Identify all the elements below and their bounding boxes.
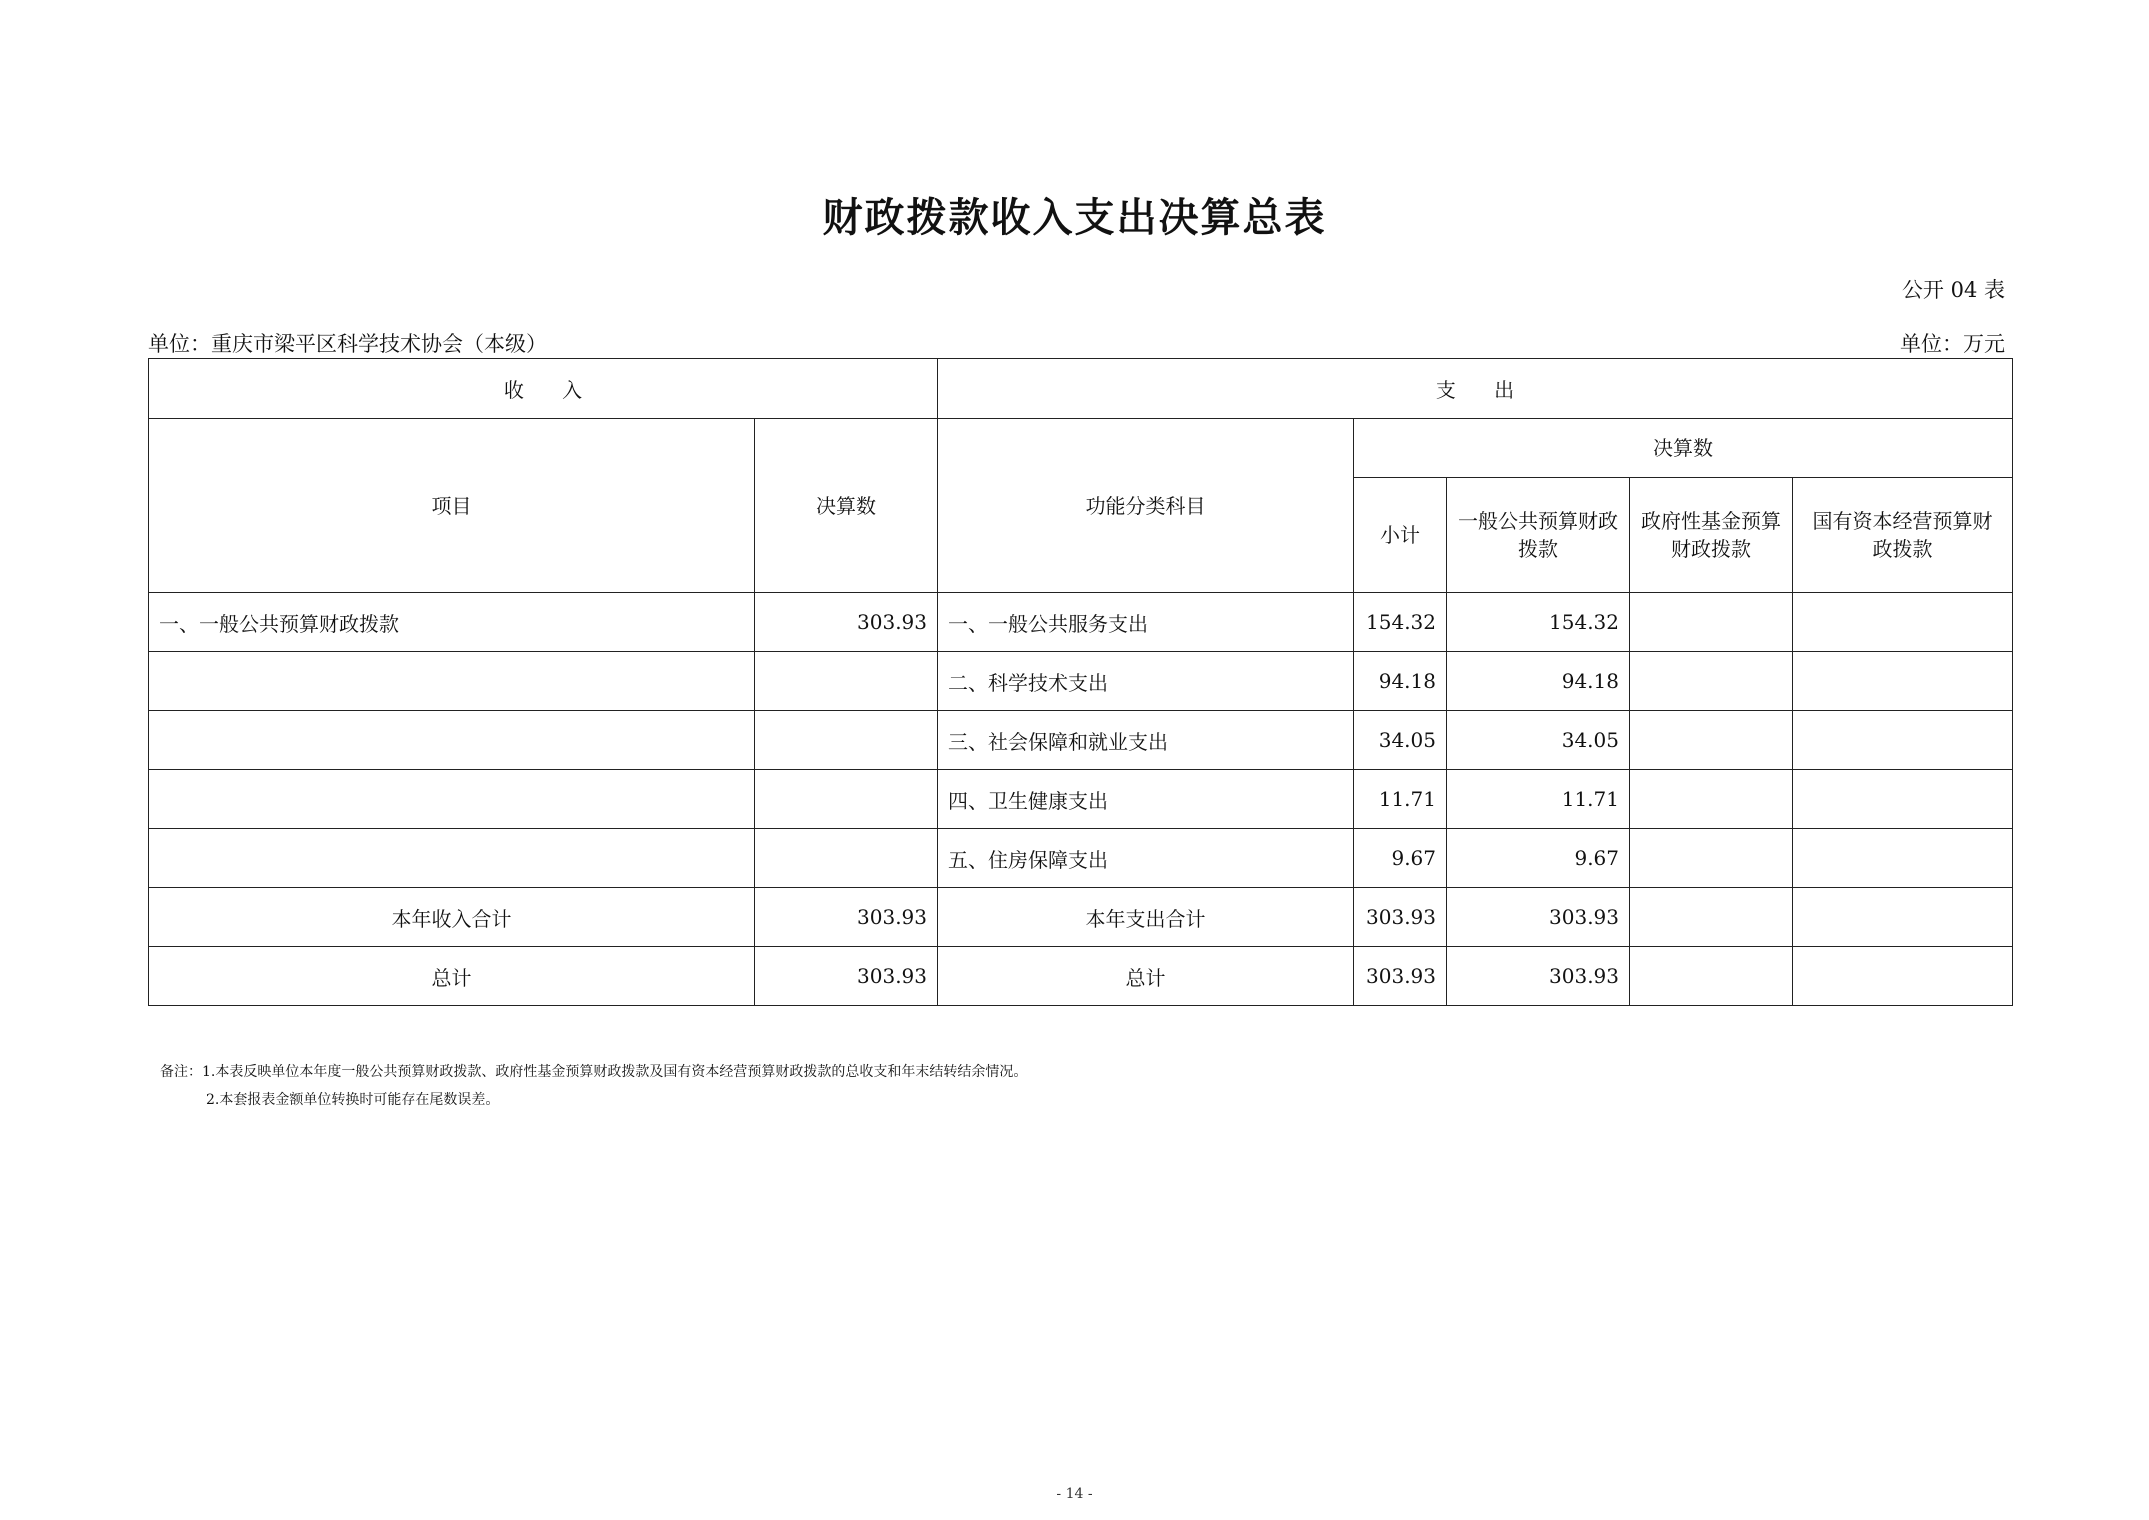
income-item [149,652,755,711]
subtotal-cell: 94.18 [1354,652,1447,711]
income-item: 一、一般公共预算财政拨款 [149,593,755,652]
gov-fund-header: 政府性基金预算财政拨款 [1630,478,1793,593]
func-category: 二、科学技术支出 [938,652,1354,711]
state-capital-cell [1793,652,2013,711]
income-amount [755,652,938,711]
grand-expense-total-label: 总计 [938,947,1354,1006]
general-public-cell: 9.67 [1447,829,1630,888]
general-public-cell: 303.93 [1447,947,1630,1006]
subtotal-cell: 34.05 [1354,711,1447,770]
subtotal-cell: 11.71 [1354,770,1447,829]
year-income-total-label: 本年收入合计 [149,888,755,947]
footnote-1: 备注：1.本表反映单位本年度一般公共预算财政拨款、政府性基金预算财政拨款及国有资本经营预算财政拨款的总收支和年末结转结余情况。 [160,1064,1028,1080]
state-capital-cell [1793,770,2013,829]
table-row [149,770,2013,829]
subtotal-cell: 303.93 [1354,947,1447,1006]
gov-fund-cell [1630,829,1793,888]
gov-fund-cell [1630,888,1793,947]
general-public-cell: 11.71 [1447,770,1630,829]
state-capital-cell [1793,947,2013,1006]
grand-income-total-label: 总计 [149,947,755,1006]
func-category-header: 功能分类科目 [938,419,1354,593]
state-capital-cell [1793,593,2013,652]
general-public-cell: 34.05 [1447,711,1630,770]
table-row [149,593,2013,652]
table-row [149,711,2013,770]
footnotes [160,1058,1027,1114]
grand-income-total-amount: 303.93 [755,947,938,1006]
table-row [149,652,2013,711]
state-capital-cell [1793,829,2013,888]
year-expense-total-label: 本年支出合计 [938,888,1354,947]
gov-fund-cell [1630,711,1793,770]
func-category: 一、一般公共服务支出 [938,593,1354,652]
income-final-header: 决算数 [755,419,938,593]
grand-total-row [149,947,2013,1006]
unit-organization: 单位：重庆市梁平区科学技术协会（本级） [148,332,547,356]
income-amount [755,711,938,770]
gov-fund-cell [1630,593,1793,652]
header-row-mid [149,419,2013,478]
item-header: 项目 [149,419,755,593]
subtotal-cell: 154.32 [1354,593,1447,652]
subtotal-cell: 303.93 [1354,888,1447,947]
expense-final-group-header: 决算数 [1354,419,2013,478]
state-capital-cell [1793,711,2013,770]
general-public-cell: 94.18 [1447,652,1630,711]
func-category: 四、卫生健康支出 [938,770,1354,829]
footnote-2: 2.本套报表金额单位转换时可能存在尾数误差。 [206,1092,500,1108]
income-item [149,770,755,829]
func-category: 五、住房保障支出 [938,829,1354,888]
gov-fund-cell [1630,947,1793,1006]
year-income-total-amount: 303.93 [755,888,938,947]
income-amount: 303.93 [755,593,938,652]
page-number: - 14 - [1056,1486,1093,1502]
general-public-header: 一般公共预算财政拨款 [1447,478,1630,593]
gov-fund-cell [1630,652,1793,711]
subtotal-cell: 9.67 [1354,829,1447,888]
page-title: 财政拨款收入支出决算总表 [822,195,1327,241]
func-category: 三、社会保障和就业支出 [938,711,1354,770]
form-number: 公开 04 表 [1901,278,2005,302]
year-total-row [149,888,2013,947]
subtotal-header: 小计 [1354,478,1447,593]
fiscal-summary-table [148,358,2013,1006]
state-capital-cell [1793,888,2013,947]
expense-header: 支 出 [938,359,2013,419]
unit-currency: 单位：万元 [1900,332,2005,356]
header-row-top [149,359,2013,419]
income-item [149,829,755,888]
table-row [149,829,2013,888]
state-capital-header: 国有资本经营预算财政拨款 [1793,478,2013,593]
income-item [149,711,755,770]
income-amount [755,829,938,888]
general-public-cell: 303.93 [1447,888,1630,947]
income-header: 收 入 [149,359,938,419]
gov-fund-cell [1630,770,1793,829]
general-public-cell: 154.32 [1447,593,1630,652]
income-amount [755,770,938,829]
